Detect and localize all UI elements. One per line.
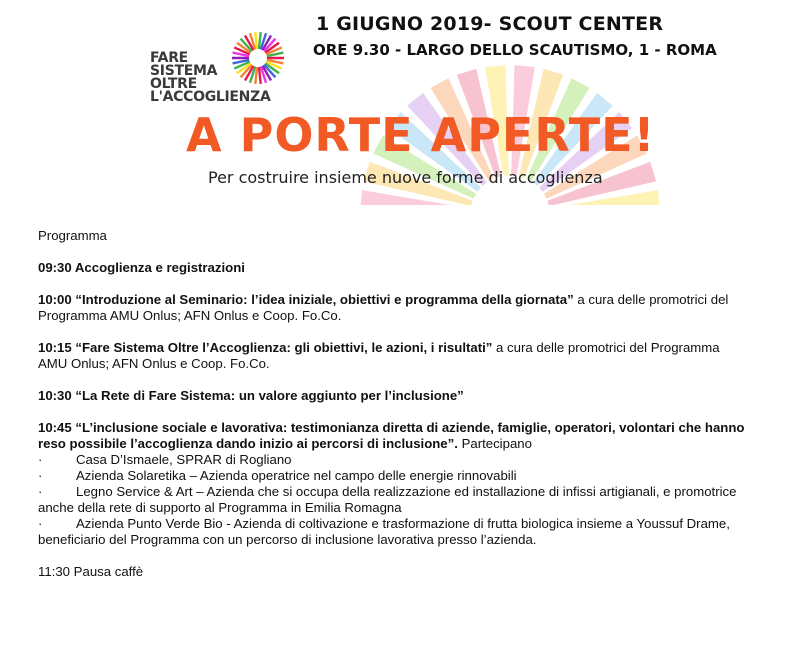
bullet-continuation: anche della rete di supporto al Programma in Emilia Romagna — [38, 500, 402, 515]
program-item-1045 — [38, 420, 773, 452]
program-item-0930: 09:30 Accoglienza e registrazioni — [38, 260, 245, 275]
bullet-marker: · — [38, 468, 43, 483]
program-item-1015-title: 10:15 “Fare Sistema Oltre l’Accoglienza: gli obiettivi, le azioni, i risultati” — [38, 340, 493, 355]
bullet-text: Azienda Punto Verde Bio - Azienda di coltivazione e trasformazione di frutta biologica insieme a Youssuf Drame, — [76, 516, 730, 531]
logo-line-1: FARE — [150, 50, 188, 66]
logo-burst-ray — [255, 32, 257, 49]
logo-burst-ray — [259, 32, 261, 49]
list-item — [38, 468, 773, 484]
program-item-1045-title-line1: 10:45 “L’inclusione sociale e lavorativa: testimonianza diretta di aziende, famiglie, operatori, volontari che hanno — [38, 420, 745, 435]
header-banner — [0, 0, 800, 205]
program-item-1045-title-line2: reso possibile l’accoglienza dando inizio ai percorsi di inclusione”. — [38, 436, 458, 451]
logo — [150, 30, 290, 110]
event-place: ORE 9.30 - LARGO DELLO SCAUTISMO, 1 - ROMA — [313, 41, 717, 59]
logo-line-4: L'ACCOGLIENZA — [150, 89, 271, 105]
bullet-marker: · — [38, 516, 43, 531]
program-item-1015 — [38, 340, 773, 372]
logo-line-3: OLTRE — [150, 76, 197, 92]
bullet-text: Azienda Solaretika – Azienda operatrice nel campo delle energie rinnovabili — [76, 468, 517, 483]
program-item-1030: 10:30 “La Rete di Fare Sistema: un valore aggiunto per l’inclusione” — [38, 388, 464, 403]
subtitle: Per costruire insieme nuove forme di accoglienza — [208, 168, 603, 187]
list-item — [38, 516, 773, 532]
main-title: A PORTE APERTE! — [186, 108, 656, 162]
bullet-continuation: beneficiario del Programma con un percorso di inclusione lavorativa presso l’azienda. — [38, 532, 537, 547]
bullet-text: Legno Service & Art – Azienda che si occupa della realizzazione ed installazione di infissi artigianali, e promotrice — [76, 484, 737, 499]
program-heading: Programma — [38, 228, 107, 243]
logo-burst-ray — [255, 67, 257, 84]
program-item-1015-line2: AMU Onlus; AFN Onlus e Coop. Fo.Co. — [38, 356, 270, 371]
logo-burst-ray — [259, 67, 261, 84]
logo-burst-icon — [230, 30, 286, 86]
list-item — [38, 484, 773, 500]
program-item-1000-line2: Programma AMU Onlus; AFN Onlus e Coop. Fo.Co. — [38, 308, 342, 323]
program-item-1000 — [38, 292, 773, 324]
bullet-text: Casa D’Ismaele, SPRAR di Rogliano — [76, 452, 292, 467]
program-item-1015-rest: a cura delle promotrici del Programma — [492, 340, 720, 355]
list-item — [38, 452, 773, 468]
program-item-1000-title: 10:00 “Introduzione al Seminario: l’idea iniziale, obiettivi e programma della giornata” — [38, 292, 574, 307]
program-item-1045-rest: Partecipano — [457, 436, 532, 451]
program-content — [38, 228, 773, 596]
logo-line-2: SISTEMA — [150, 63, 218, 79]
bullet-marker: · — [38, 484, 43, 499]
program-item-1130: 11:30 Pausa caffè — [38, 564, 144, 579]
program-item-1000-rest: a cura delle promotrici del — [573, 292, 729, 307]
event-date: 1 GIUGNO 2019- SCOUT CENTER — [316, 13, 664, 35]
participants-list — [38, 452, 773, 548]
bullet-marker: · — [38, 452, 43, 467]
